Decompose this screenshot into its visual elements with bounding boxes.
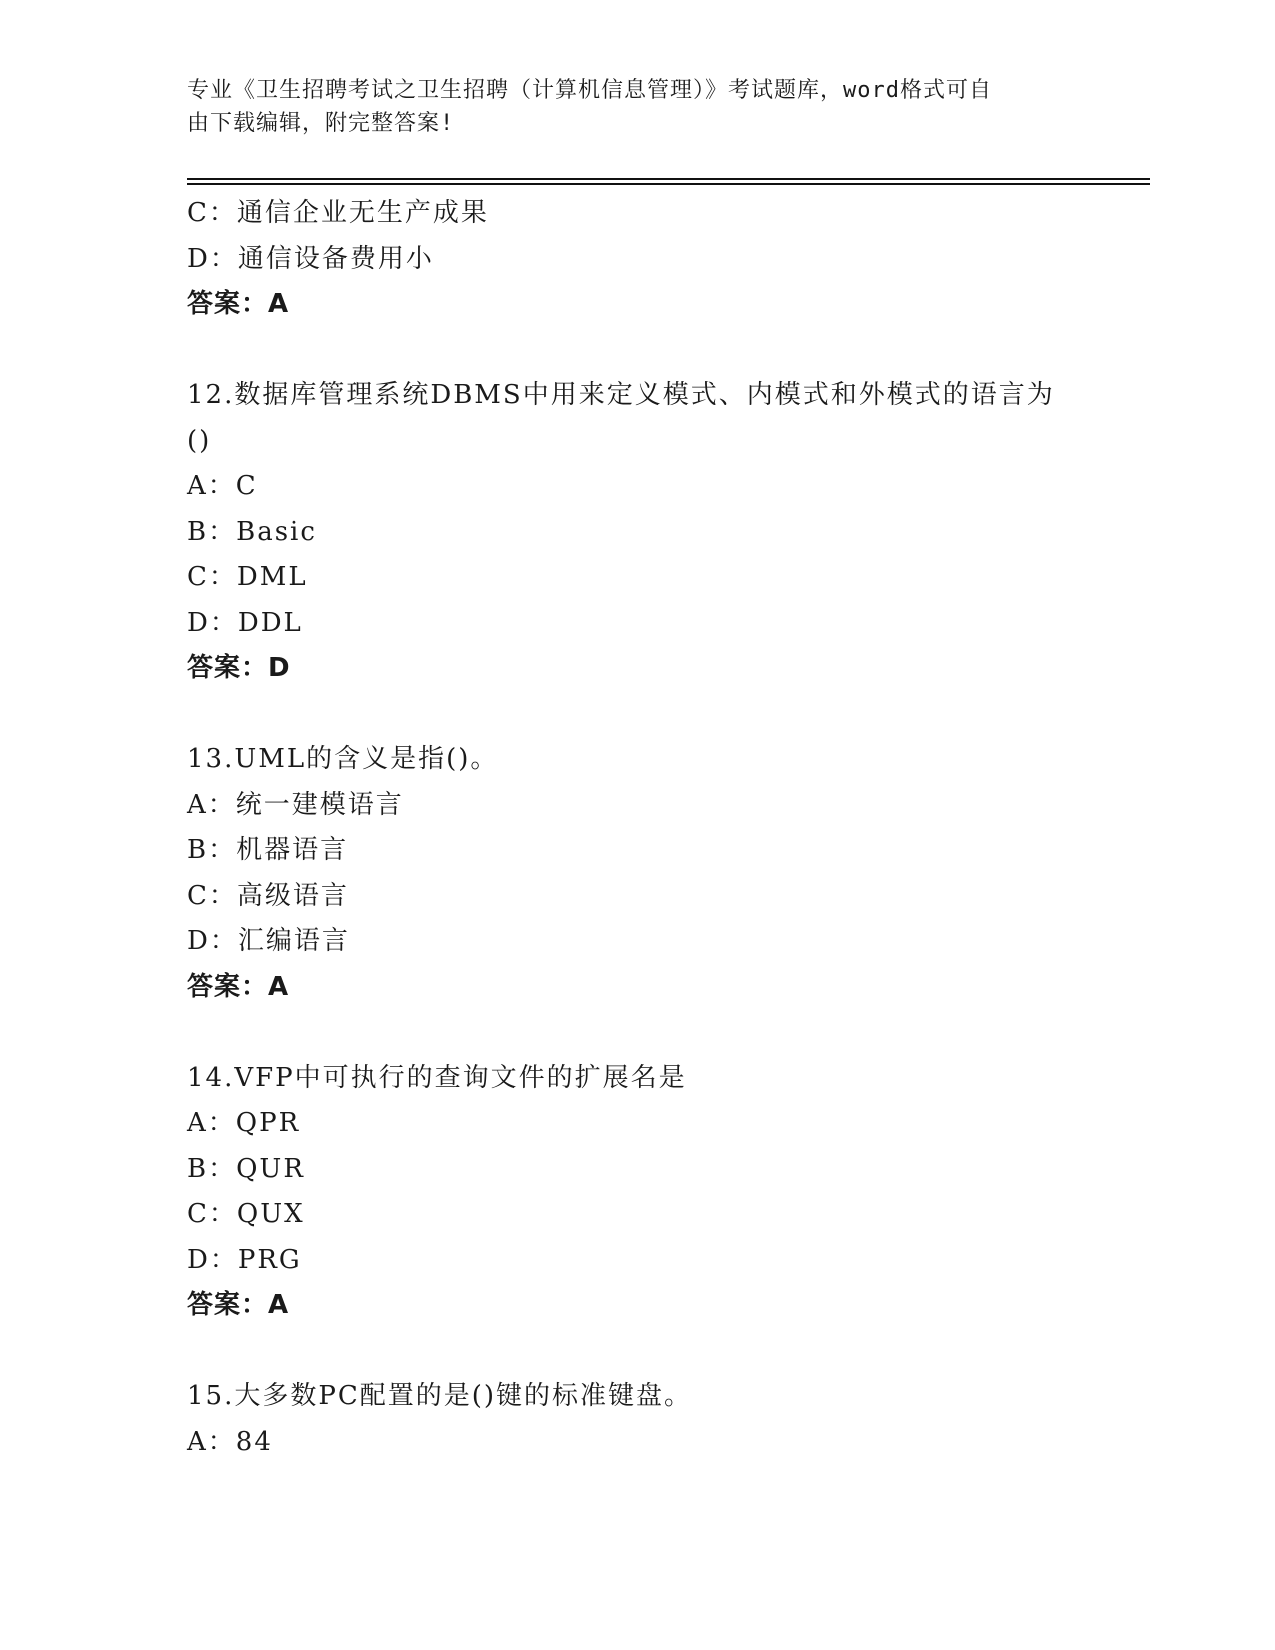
document-body — [187, 191, 1087, 1465]
q13-question: 13.UML的含义是指()。 — [187, 744, 499, 774]
q12-option-d: D：DDL — [187, 607, 303, 638]
spacer — [187, 1010, 1087, 1056]
q12-question-line-2: () — [187, 425, 212, 456]
header-line-1: 专业《卫生招聘考试之卫生招聘（计算机信息管理）》考试题库，word格式可自 — [187, 78, 992, 103]
q12-option-a: A：C — [187, 471, 258, 501]
q13-option-c: C：高级语言 — [187, 880, 349, 911]
question-13-block — [187, 737, 1087, 1010]
q14-option-d: D：PRG — [187, 1244, 302, 1275]
q13-answer: 答案：A — [187, 971, 290, 1002]
q12-answer: 答案：D — [187, 653, 291, 683]
q12-question-line-1: 12.数据库管理系统DBMS中用来定义模式、内模式和外模式的语言为 — [187, 380, 1055, 410]
q14-option-a: A：QPR — [187, 1108, 301, 1138]
q14-answer: 答案：A — [187, 1290, 290, 1320]
q12-option-b: B：Basic — [187, 516, 317, 547]
q14-question: 14.VFP中可执行的查询文件的扩展名是 — [187, 1062, 687, 1093]
q12-option-c: C：DML — [187, 562, 308, 592]
q11-answer: 答案：A — [187, 289, 290, 319]
header-line-2: 由下载编辑，附完整答案! — [187, 111, 455, 136]
q14-option-c: C：QUX — [187, 1199, 305, 1229]
q15-question: 15.大多数PC配置的是()键的标准键盘。 — [187, 1381, 693, 1411]
q15-option-a: A：84 — [187, 1426, 273, 1457]
spacer — [187, 328, 1087, 374]
header-divider-bottom — [187, 183, 1150, 185]
question-11-block — [187, 191, 1087, 328]
q11-option-d: D：通信设备费用小 — [187, 243, 434, 274]
header-divider-top — [187, 178, 1150, 180]
q14-option-b: B：QUR — [187, 1153, 305, 1184]
question-12-block — [187, 373, 1087, 692]
spacer — [187, 1329, 1087, 1375]
document-header — [187, 74, 1087, 140]
question-15-block — [187, 1374, 1087, 1465]
q13-option-a: A：统一建模语言 — [187, 789, 404, 820]
q13-option-d: D：汇编语言 — [187, 926, 350, 956]
question-14-block — [187, 1056, 1087, 1329]
q11-option-c: C：通信企业无生产成果 — [187, 198, 489, 228]
spacer — [187, 692, 1087, 738]
q13-option-b: B：机器语言 — [187, 835, 349, 865]
